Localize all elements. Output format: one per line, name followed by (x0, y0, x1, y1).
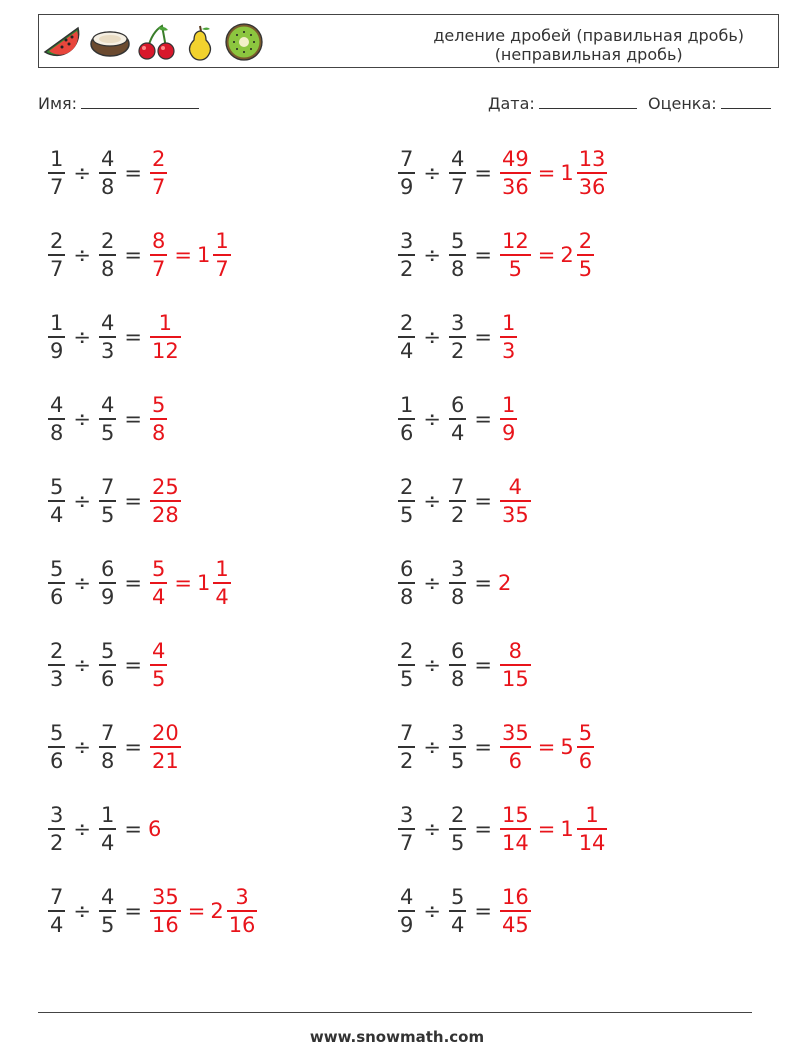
mixed-fraction (577, 146, 608, 200)
numerator: 2 (50, 229, 64, 253)
numerator: 35 (501, 721, 529, 745)
divisor-fraction (99, 228, 116, 282)
problem-1 (46, 138, 169, 208)
answer (148, 638, 169, 692)
divide-sign: ÷ (73, 161, 91, 185)
divisor-fraction (99, 884, 116, 938)
numerator: 6 (450, 639, 465, 663)
problem-20 (396, 876, 533, 946)
numerator: 3 (450, 557, 465, 581)
denominator: 4 (50, 503, 64, 527)
numerator: 8 (508, 639, 523, 663)
title-line-2: (неправильная дробь) (494, 45, 683, 64)
denominator: 4 (100, 831, 115, 855)
numerator: 4 (100, 393, 115, 417)
problem-18 (396, 794, 609, 864)
answer-whole: 2 (497, 571, 512, 595)
problem-17 (46, 794, 162, 864)
denominator: 8 (100, 257, 115, 281)
dividend-fraction (48, 556, 65, 610)
mixed-whole: 1 (560, 161, 574, 185)
numerator: 5 (151, 557, 166, 581)
answer-fraction (500, 392, 517, 446)
numerator: 1 (158, 311, 173, 335)
answer (148, 720, 183, 774)
divide-sign: ÷ (73, 407, 91, 431)
numerator: 6 (450, 393, 465, 417)
denominator: 3 (50, 667, 64, 691)
problem-8 (396, 384, 519, 454)
answer-equals-sign: = (537, 161, 556, 185)
numerator: 7 (100, 721, 115, 745)
numerator: 3 (450, 721, 465, 745)
problem-16 (396, 712, 596, 782)
mixed-fraction (577, 720, 594, 774)
answer (148, 392, 169, 446)
mixed-fraction (227, 884, 258, 938)
answer (148, 228, 233, 282)
problem-4 (396, 220, 596, 290)
equals-sign: = (474, 489, 492, 513)
denominator: 7 (450, 175, 465, 199)
mixed-whole: 2 (560, 243, 574, 267)
numerator: 5 (450, 229, 465, 253)
numerator: 1 (501, 311, 516, 335)
problem-5 (46, 302, 183, 372)
divide-sign: ÷ (423, 325, 441, 349)
answer-fraction (150, 146, 167, 200)
answer-fraction (150, 556, 167, 610)
numerator: 3 (400, 229, 414, 253)
answer-fraction (150, 638, 167, 692)
denominator: 2 (400, 257, 414, 281)
denominator: 36 (578, 175, 606, 199)
problem-14 (396, 630, 533, 700)
denominator: 8 (450, 585, 465, 609)
numerator: 4 (400, 885, 414, 909)
equals-sign: = (474, 407, 492, 431)
denominator: 8 (50, 421, 64, 445)
denominator: 45 (501, 913, 529, 937)
denominator: 5 (100, 913, 115, 937)
numerator: 6 (100, 557, 115, 581)
problem-6 (396, 302, 519, 372)
equals-sign: = (124, 243, 142, 267)
denominator: 4 (400, 339, 414, 363)
equals-sign: = (474, 899, 492, 923)
mixed-whole: 1 (196, 243, 211, 267)
denominator: 6 (100, 667, 115, 691)
denominator: 8 (100, 749, 115, 773)
denominator: 4 (50, 913, 64, 937)
answer (148, 884, 259, 938)
answer-equals-sign: = (174, 243, 192, 267)
denominator: 6 (578, 749, 593, 773)
denominator: 5 (450, 749, 465, 773)
denominator: 9 (501, 421, 516, 445)
problem-10 (396, 466, 533, 536)
numerator: 1 (100, 803, 115, 827)
divide-sign: ÷ (423, 571, 441, 595)
answer (498, 146, 609, 200)
answer-fraction (150, 228, 167, 282)
denominator: 6 (400, 421, 414, 445)
numerator: 8 (151, 229, 166, 253)
numerator: 7 (400, 721, 414, 745)
dividend-fraction (48, 884, 65, 938)
answer (498, 474, 533, 528)
answer-equals-sign: = (187, 899, 206, 923)
divisor-fraction (449, 884, 466, 938)
dividend-fraction (398, 638, 415, 692)
divide-sign: ÷ (73, 571, 91, 595)
divisor-fraction (99, 638, 116, 692)
numerator: 5 (50, 721, 64, 745)
dividend-fraction (398, 802, 415, 856)
answer (498, 310, 519, 364)
answer (148, 556, 233, 610)
answer (148, 310, 183, 364)
divide-sign: ÷ (423, 489, 441, 513)
denominator: 2 (450, 339, 465, 363)
date-label: Дата: (488, 94, 535, 113)
numerator: 1 (215, 229, 229, 253)
divide-sign: ÷ (73, 817, 91, 841)
numerator: 35 (151, 885, 179, 909)
answer-fraction (500, 638, 531, 692)
numerator: 2 (100, 229, 115, 253)
mixed-fraction (213, 228, 230, 282)
divide-sign: ÷ (423, 817, 441, 841)
problem-2 (396, 138, 609, 208)
denominator: 35 (501, 503, 529, 527)
equals-sign: = (124, 489, 142, 513)
denominator: 16 (228, 913, 256, 937)
denominator: 5 (100, 421, 115, 445)
divisor-fraction (99, 310, 116, 364)
numerator: 16 (501, 885, 529, 909)
problem-12 (396, 548, 512, 618)
answer-fraction (500, 802, 531, 856)
dividend-fraction (48, 392, 65, 446)
dividend-fraction (48, 146, 65, 200)
denominator: 8 (400, 585, 414, 609)
dividend-fraction (48, 310, 65, 364)
dividend-fraction (398, 146, 415, 200)
numerator: 3 (450, 311, 465, 335)
divisor-fraction (99, 802, 116, 856)
answer (148, 474, 183, 528)
numerator: 2 (50, 639, 64, 663)
numerator: 7 (100, 475, 115, 499)
dividend-fraction (398, 310, 415, 364)
denominator: 6 (508, 749, 523, 773)
problem-19 (46, 876, 259, 946)
denominator: 6 (50, 749, 64, 773)
numerator: 13 (578, 147, 606, 171)
divide-sign: ÷ (423, 735, 441, 759)
numerator: 1 (50, 147, 64, 171)
problem-15 (46, 712, 183, 782)
divisor-fraction (449, 556, 466, 610)
dividend-fraction (48, 638, 65, 692)
mixed-whole: 5 (560, 735, 574, 759)
denominator: 28 (151, 503, 179, 527)
divide-sign: ÷ (73, 243, 91, 267)
numerator: 2 (400, 475, 414, 499)
mixed-whole: 1 (560, 817, 574, 841)
answer-fraction (500, 228, 531, 282)
numerator: 15 (501, 803, 529, 827)
denominator: 2 (50, 831, 64, 855)
answer-fraction (500, 146, 531, 200)
problem-9 (46, 466, 183, 536)
denominator: 8 (151, 421, 166, 445)
denominator: 36 (501, 175, 529, 199)
numerator: 7 (50, 885, 64, 909)
numerator: 7 (400, 147, 414, 171)
equals-sign: = (474, 817, 492, 841)
divide-sign: ÷ (423, 161, 441, 185)
divide-sign: ÷ (423, 407, 441, 431)
numerator: 5 (50, 557, 64, 581)
divisor-fraction (449, 228, 466, 282)
divisor-fraction (449, 720, 466, 774)
denominator: 7 (50, 175, 64, 199)
numerator: 3 (50, 803, 64, 827)
problem-13 (46, 630, 169, 700)
numerator: 1 (501, 393, 516, 417)
answer (148, 146, 169, 200)
numerator: 2 (400, 311, 414, 335)
equals-sign: = (124, 407, 142, 431)
answer-fraction (500, 310, 517, 364)
numerator: 5 (50, 475, 64, 499)
denominator: 2 (450, 503, 465, 527)
mixed-whole: 2 (210, 899, 224, 923)
numerator: 7 (450, 475, 465, 499)
dividend-fraction (398, 720, 415, 774)
denominator: 3 (100, 339, 115, 363)
dividend-fraction (48, 474, 65, 528)
divisor-fraction (449, 392, 466, 446)
divisor-fraction (449, 802, 466, 856)
denominator: 9 (50, 339, 64, 363)
denominator: 14 (501, 831, 529, 855)
denominator: 9 (100, 585, 115, 609)
denominator: 8 (450, 667, 465, 691)
dividend-fraction (398, 228, 415, 282)
answer-fraction (500, 884, 531, 938)
answer-fraction (150, 720, 181, 774)
denominator: 14 (578, 831, 606, 855)
denominator: 9 (400, 913, 414, 937)
divide-sign: ÷ (423, 653, 441, 677)
denominator: 7 (215, 257, 229, 281)
divisor-fraction (449, 474, 466, 528)
dividend-fraction (398, 392, 415, 446)
answer (498, 571, 512, 595)
answer-fraction (150, 392, 167, 446)
title-line-1: деление дробей (правильная дробь) (433, 26, 744, 45)
equals-sign: = (474, 161, 492, 185)
numerator: 4 (100, 311, 115, 335)
denominator: 5 (151, 667, 166, 691)
equals-sign: = (474, 325, 492, 349)
denominator: 5 (450, 831, 465, 855)
divisor-fraction (449, 638, 466, 692)
numerator: 3 (235, 885, 249, 909)
equals-sign: = (124, 325, 142, 349)
numerator: 1 (50, 311, 64, 335)
denominator: 4 (215, 585, 229, 609)
dividend-fraction (48, 228, 65, 282)
divide-sign: ÷ (73, 899, 91, 923)
numerator: 1 (585, 803, 599, 827)
divide-sign: ÷ (73, 653, 91, 677)
numerator: 12 (501, 229, 529, 253)
numerator: 4 (50, 393, 64, 417)
denominator: 21 (151, 749, 179, 773)
numerator: 4 (151, 639, 166, 663)
mixed-whole: 1 (196, 571, 211, 595)
answer (498, 884, 533, 938)
numerator: 4 (450, 147, 465, 171)
numerator: 2 (578, 229, 593, 253)
divisor-fraction (449, 310, 466, 364)
equals-sign: = (124, 735, 142, 759)
divisor-fraction (99, 392, 116, 446)
answer (148, 817, 162, 841)
answer (498, 720, 596, 774)
name-label: Имя: (38, 94, 78, 113)
numerator: 1 (215, 557, 229, 581)
answer-equals-sign: = (174, 571, 192, 595)
answer-fraction (500, 720, 531, 774)
denominator: 7 (151, 175, 166, 199)
divisor-fraction (449, 146, 466, 200)
denominator: 5 (100, 503, 115, 527)
dividend-fraction (398, 556, 415, 610)
numerator: 49 (501, 147, 529, 171)
numerator: 5 (100, 639, 115, 663)
mixed-fraction (213, 556, 230, 610)
divide-sign: ÷ (73, 325, 91, 349)
dividend-fraction (398, 884, 415, 938)
denominator: 9 (400, 175, 414, 199)
denominator: 8 (450, 257, 465, 281)
problem-11 (46, 548, 233, 618)
denominator: 8 (100, 175, 115, 199)
answer-fraction (150, 474, 181, 528)
dividend-fraction (48, 802, 65, 856)
numerator: 5 (151, 393, 166, 417)
divisor-fraction (99, 556, 116, 610)
equals-sign: = (124, 817, 142, 841)
numerator: 1 (400, 393, 414, 417)
numerator: 2 (151, 147, 166, 171)
divisor-fraction (99, 146, 116, 200)
divide-sign: ÷ (73, 489, 91, 513)
equals-sign: = (474, 243, 492, 267)
denominator: 16 (151, 913, 179, 937)
numerator: 20 (151, 721, 179, 745)
dividend-fraction (398, 474, 415, 528)
answer (498, 802, 609, 856)
mixed-fraction (577, 228, 594, 282)
answer-equals-sign: = (537, 817, 556, 841)
answer-fraction (150, 310, 181, 364)
denominator: 12 (151, 339, 179, 363)
numerator: 5 (450, 885, 465, 909)
numerator: 4 (100, 885, 115, 909)
denominator: 4 (151, 585, 166, 609)
numerator: 2 (400, 639, 414, 663)
numerator: 25 (151, 475, 179, 499)
equals-sign: = (474, 571, 492, 595)
equals-sign: = (124, 161, 142, 185)
answer (498, 638, 533, 692)
denominator: 15 (501, 667, 529, 691)
divide-sign: ÷ (73, 735, 91, 759)
score-label: Оценка: (648, 94, 717, 113)
equals-sign: = (124, 653, 142, 677)
denominator: 5 (578, 257, 593, 281)
divisor-fraction (99, 720, 116, 774)
denominator: 5 (400, 667, 414, 691)
numerator: 6 (400, 557, 414, 581)
denominator: 7 (50, 257, 64, 281)
answer-equals-sign: = (537, 243, 556, 267)
numerator: 4 (508, 475, 523, 499)
denominator: 7 (400, 831, 414, 855)
denominator: 4 (450, 913, 465, 937)
divide-sign: ÷ (423, 243, 441, 267)
denominator: 7 (151, 257, 166, 281)
problem-7 (46, 384, 169, 454)
equals-sign: = (474, 653, 492, 677)
mixed-fraction (577, 802, 608, 856)
footer-site: www.snowmath.com (309, 1028, 485, 1046)
dividend-fraction (48, 720, 65, 774)
answer-fraction (150, 884, 181, 938)
answer-whole: 6 (147, 817, 162, 841)
divide-sign: ÷ (423, 899, 441, 923)
answer (498, 228, 596, 282)
numerator: 4 (100, 147, 115, 171)
answer-fraction (500, 474, 531, 528)
answer (498, 392, 519, 446)
denominator: 6 (50, 585, 64, 609)
numerator: 5 (578, 721, 593, 745)
problem-3 (46, 220, 233, 290)
denominator: 4 (450, 421, 465, 445)
numerator: 2 (450, 803, 465, 827)
denominator: 3 (501, 339, 516, 363)
denominator: 5 (508, 257, 523, 281)
equals-sign: = (124, 899, 142, 923)
footer-divider (38, 1012, 752, 1013)
denominator: 5 (400, 503, 414, 527)
equals-sign: = (474, 735, 492, 759)
equals-sign: = (124, 571, 142, 595)
denominator: 2 (400, 749, 414, 773)
numerator: 3 (400, 803, 414, 827)
answer-equals-sign: = (537, 735, 556, 759)
divisor-fraction (99, 474, 116, 528)
